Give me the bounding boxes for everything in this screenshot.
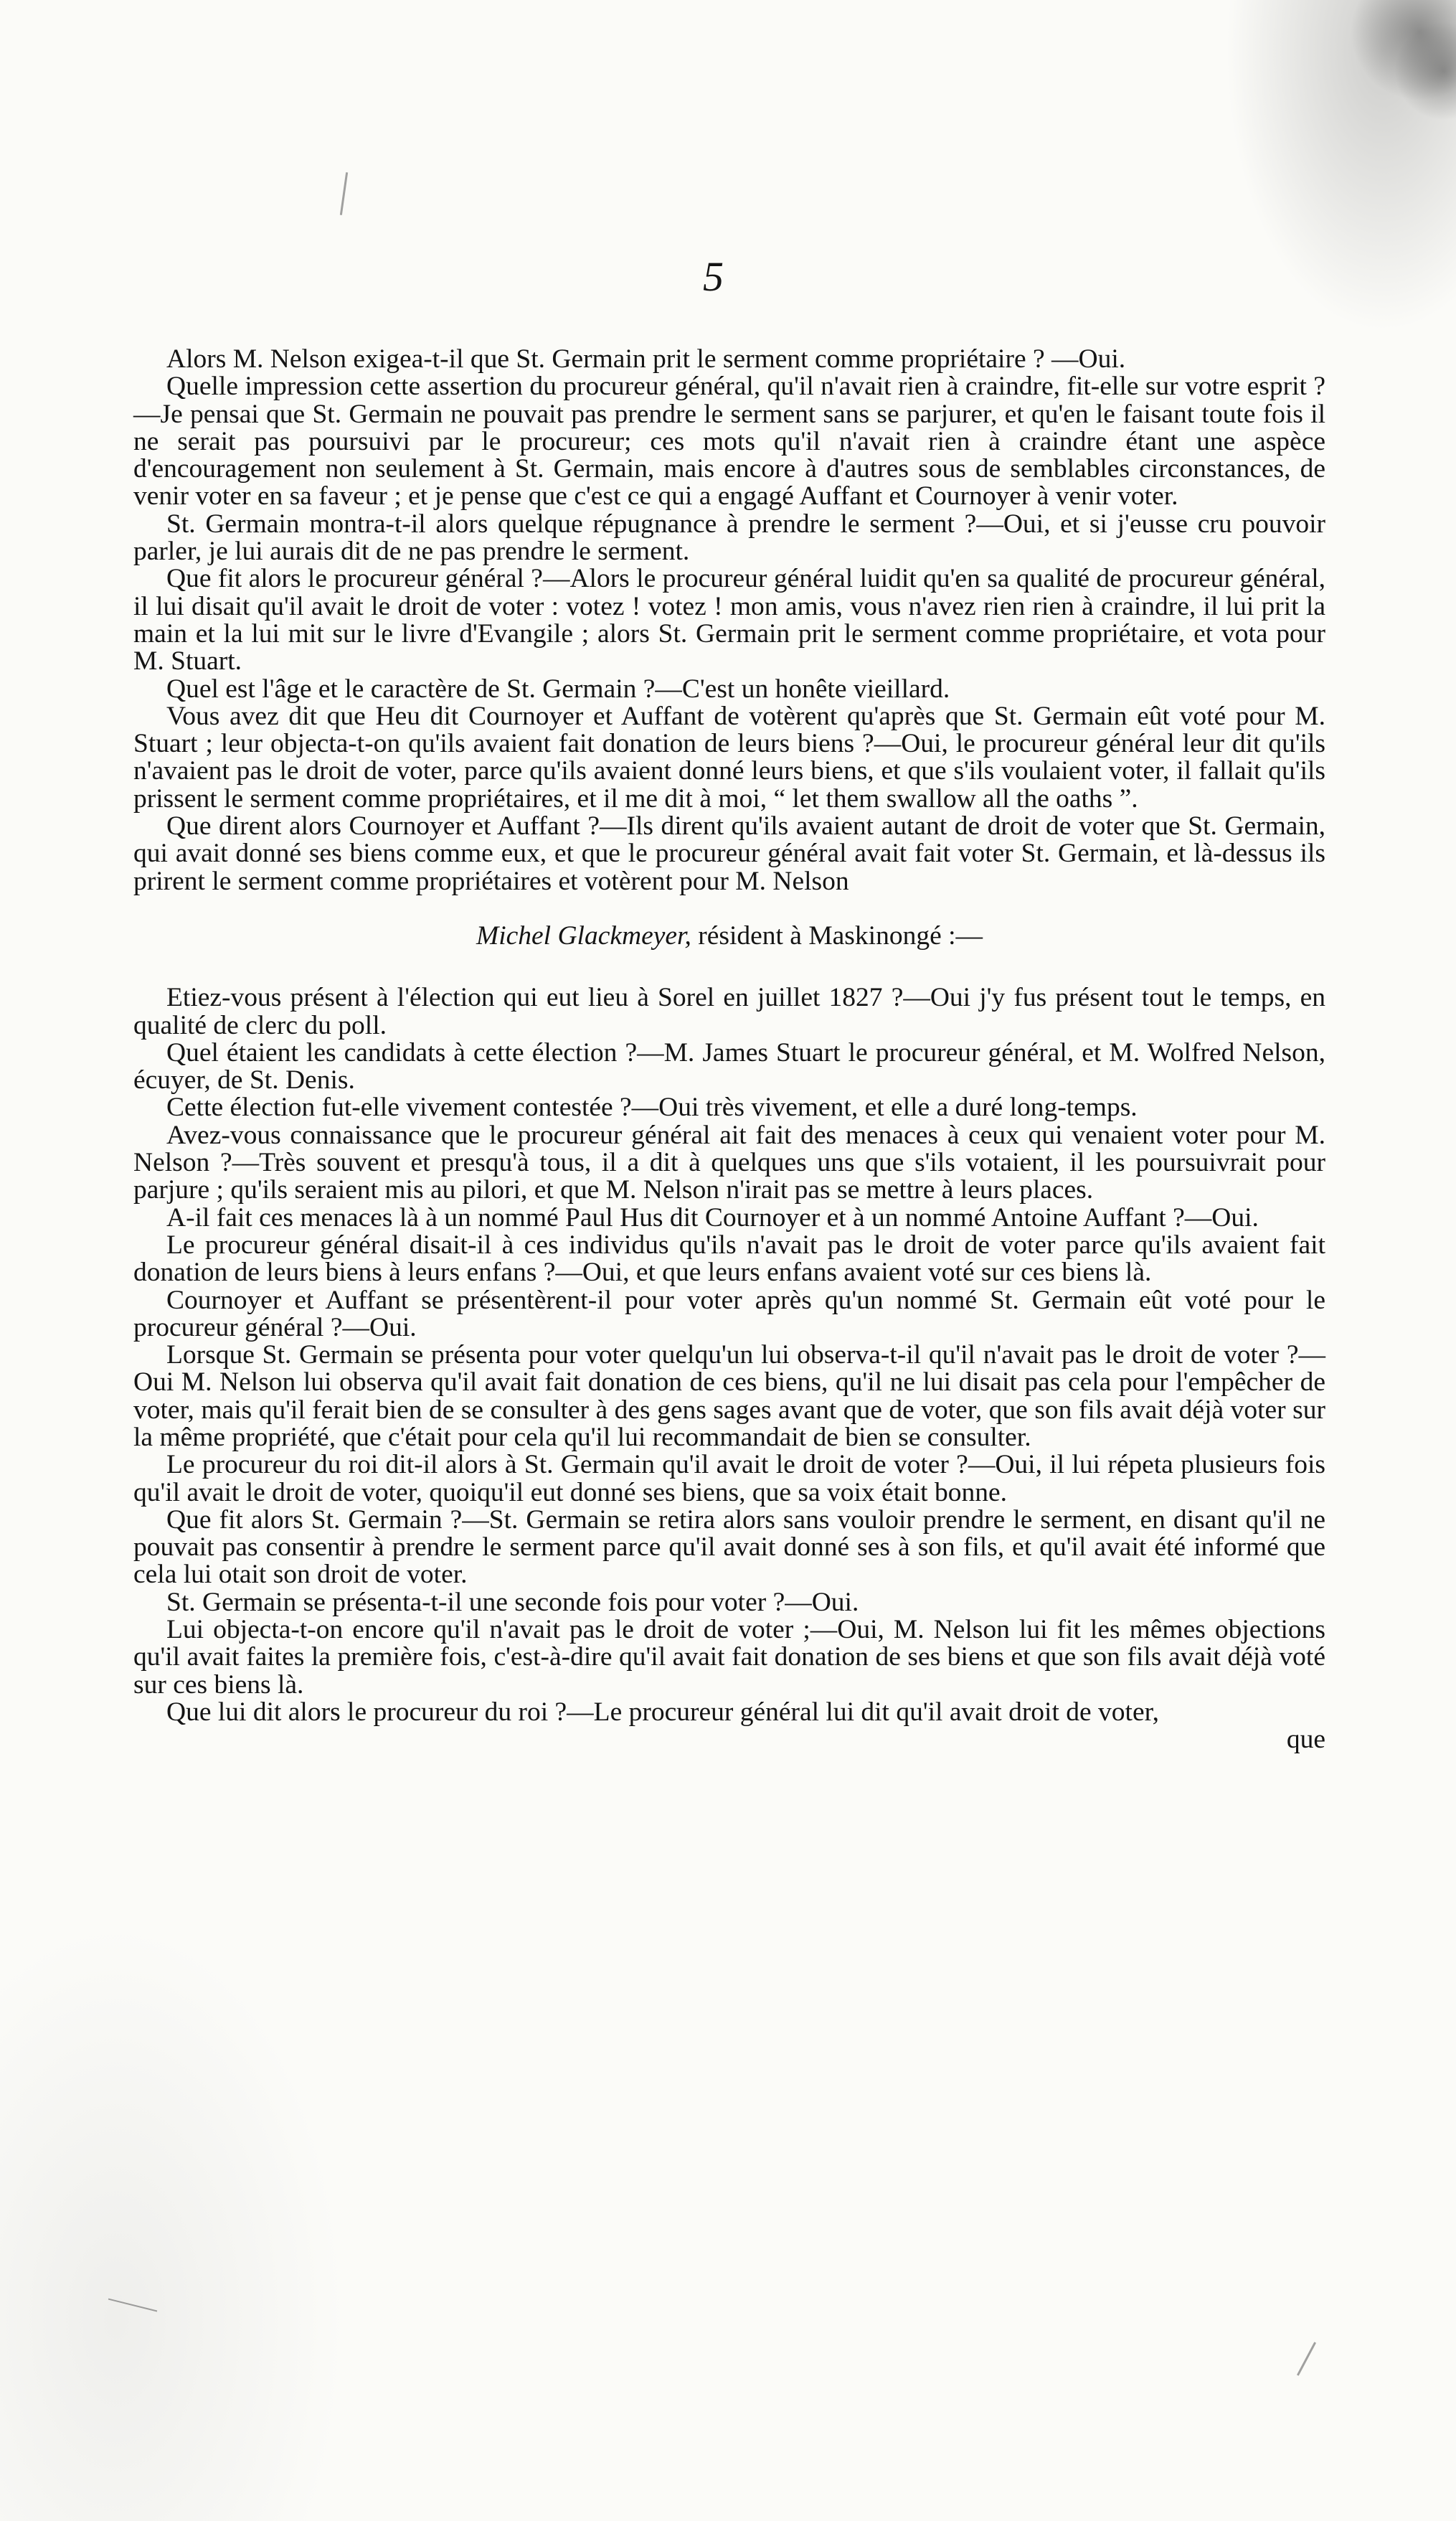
paragraph: Etiez-vous présent à l'élection qui eut lieu à Sorel en juillet 1827 ?—Oui j'y fus présent tout le temps, en qualité de clerc du poll. bbox=[133, 983, 1325, 1040]
paragraph: St. Germain montra-t-il alors quelque répugnance à prendre le serment ?—Oui, et si j'eusse cru pouvoir parler, je lui aurais dit de ne pas prendre le serment. bbox=[133, 509, 1325, 567]
scan-mark bbox=[1297, 2342, 1316, 2375]
body-text bbox=[133, 346, 1325, 1754]
scan-noise bbox=[1334, 0, 1456, 158]
paragraph: St. Germain se présenta-t-il une seconde fois pour voter ?—Oui. bbox=[166, 1587, 859, 1617]
scan-mark bbox=[340, 172, 348, 215]
witness-heading bbox=[133, 920, 1325, 951]
paragraph: Lorsque St. Germain se présenta pour voter quelqu'un lui observa-t-il qu'il n'avait pas le droit de voter ?—Oui M. Nelson lui observa qu'il avait fait donation de ces biens, qu'il ne lui disait pas cela pour l'empêcher de voter, mais qu'il ferait bien de se consulter à des gens sages avant que de voter, que son fils avait déjà voter sur la même propriété, que c'était pour cela qu'il lui recommandait de bien se consulter. bbox=[133, 1340, 1325, 1452]
paragraph: Vous avez dit que Heu dit Cournoyer et Auffant de votèrent qu'après que St. Germain eût voté pour M. Stuart ; leur objecta-t-on qu'ils avaient fait donation de leurs biens ?—Oui, le procureur général leur dit qu'ils n'avaient pas le droit de voter, parce qu'ils avaient donné leurs biens, et que s'ils voulaient voter, il fallait qu'ils prissent le serment comme propriétaires, et il me dit à moi, “ let them swallow all the oaths ”. bbox=[133, 701, 1325, 814]
paragraph: Cournoyer et Auffant se présentèrent-il pour voter après qu'un nommé St. Germain eût voté pour le procureur général ?—Oui. bbox=[133, 1285, 1325, 1342]
paragraph: A-il fait ces menaces là à un nommé Paul Hus dit Cournoyer et à un nommé Antoine Auffant ?—Oui. bbox=[166, 1202, 1259, 1233]
scan-mark bbox=[108, 2299, 157, 2312]
paragraph: Quel est l'âge et le caractère de St. Germain ?—C'est un honête vieillard. bbox=[166, 674, 950, 704]
paragraph: Alors M. Nelson exigea-t-il que St. Germain prit le serment comme propriétaire ? —Oui. bbox=[166, 344, 1126, 374]
witness-name: Michel Glackmeyer, bbox=[476, 920, 691, 951]
paragraph: Que dirent alors Cournoyer et Auffant ?—Ils dirent qu'ils avaient autant de droit de voter que St. Germain, qui avait donné ses biens comme eux, et que le procureur général avait fait voter St. Germain, et là-dessus ils prirent le serment comme propriétaires et votèrent pour M. Nelson bbox=[133, 811, 1325, 896]
paragraph: Cette élection fut-elle vivement contestée ?—Oui très vivement, et elle a duré long-temps. bbox=[166, 1093, 1138, 1123]
paragraph: Le procureur du roi dit-il alors à St. Germain qu'il avait le droit de voter ?—Oui, il lui répeta plusieurs fois qu'il avait le droit de voter, quoiqu'il eut donné ses biens, que sa voix était bonne. bbox=[133, 1450, 1325, 1507]
witness-residence: résident à Maskinongé :— bbox=[691, 920, 983, 951]
paragraph: Que fit alors St. Germain ?—St. Germain se retira alors sans vouloir prendre le serment, en disant qu'il ne pouvait pas consentir à prendre le serment parce qu'il avait donné ses à son fils, et qu'il avait été informé que cela lui otait son droit de voter. bbox=[133, 1504, 1325, 1590]
catchword: que bbox=[1286, 1725, 1325, 1755]
page-number: 5 bbox=[703, 253, 724, 300]
paragraph: Que lui dit alors le procureur du roi ?—Le procureur général lui dit qu'il avait droit de voter, bbox=[166, 1697, 1159, 1727]
paragraph: Quelle impression cette assertion du procureur général, qu'il n'avait rien à craindre, fit-elle sur votre esprit ?—Je pensai que St. Germain ne pouvait pas prendre le serment sans se parjurer, et qu'en le faisant toute fois il ne serait pas poursuivi par le procureur; ces mots qu'il n'avait rien à craindre étant une aspèce d'encouragement non seulement à St. Germain, mais encore à d'autres sous de semblables circonstances, de venir voter en sa faveur ; et je pense que c'est ce qui a engagé Auffant et Cournoyer à venir voter. bbox=[133, 372, 1325, 512]
paragraph: Le procureur général disait-il à ces individus qu'ils n'avait pas le droit de voter parce qu'ils avaient fait donation de leurs biens à leurs enfans ?—Oui, et que leurs enfans avaient voté sur ces biens là. bbox=[133, 1230, 1325, 1288]
paragraph: Que fit alors le procureur général ?—Alors le procureur général luidit qu'en sa qualité de procureur général, il lui disait qu'il avait le droit de voter : votez ! votez ! mon amis, vous n'avez rien rien à craindre, il lui prit la main et la lui mit sur le livre d'Evangile ; alors St. Germain prit le serment comme propriétaire, et vota pour M. Stuart. bbox=[133, 564, 1325, 677]
paragraph: Quel étaient les candidats à cette élection ?—M. James Stuart le procureur général, et M. Wolfred Nelson, écuyer, de St. Denis. bbox=[133, 1037, 1325, 1095]
paragraph: Avez-vous connaissance que le procureur général ait fait des menaces à ceux qui venaient voter pour M. Nelson ?—Très souvent et presqu'à tous, il a dit à quelques uns que s'ils votaient, il les poursuivrait pour parjure ; qu'ils seraient mis au pilori, et que M. Nelson n'irait pas se mettre à leurs places. bbox=[133, 1120, 1325, 1205]
paragraph: Lui objecta-t-on encore qu'il n'avait pas le droit de voter ;—Oui, M. Nelson lui fit les mêmes objections qu'il avait faites la première fois, c'est-à-dire qu'il avait fait donation de ses biens et que son fils avait déjà voté sur ces biens là. bbox=[133, 1615, 1325, 1700]
